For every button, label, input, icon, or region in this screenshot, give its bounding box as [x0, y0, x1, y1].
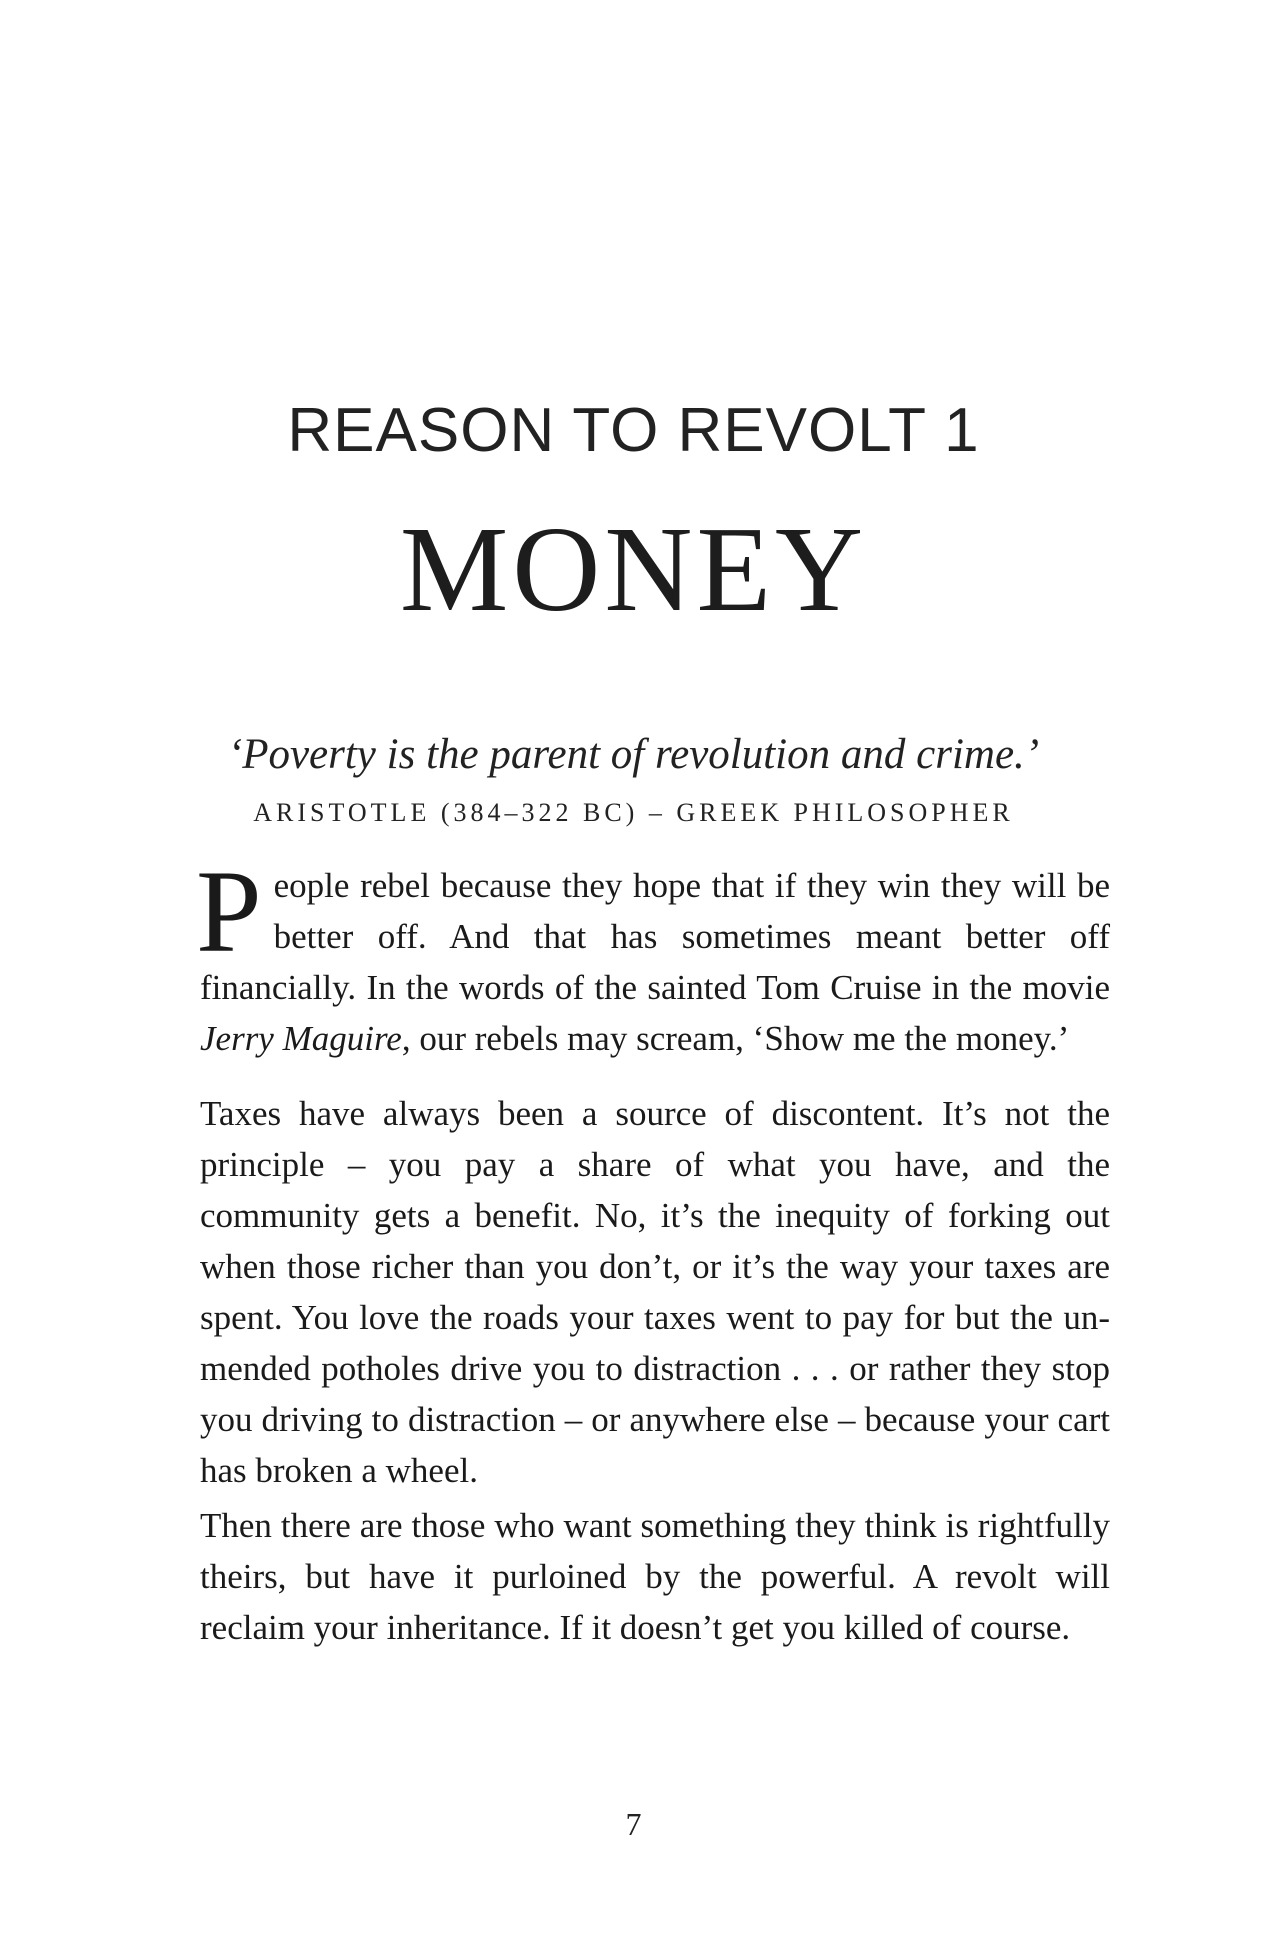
page-number: 7	[625, 1806, 642, 1842]
epigraph-quote: ‘Poverty is the parent of revolution and crime.’	[227, 731, 1040, 778]
epigraph-attribution: ARISTOTLE (384–322 BC) – GREEK PHILOSOPHER	[253, 798, 1014, 827]
chapter-label: REASON TO REVOLT 1	[287, 396, 980, 465]
drop-cap: P	[196, 846, 262, 977]
paragraph-text: , our rebels may scream, ‘Show me the money.’	[401, 1019, 1070, 1058]
body-paragraph-3	[200, 1500, 1110, 1653]
paragraph-text: Then there are those who want something they think is rightfully theirs, but have it purloined by the powerful. A revolt will reclaim your inheritance. If it doesn’t get you killed of course.	[200, 1506, 1110, 1647]
chapter-title: MONEY	[399, 502, 868, 637]
body-paragraph-2	[200, 1088, 1110, 1496]
paragraph-text: Taxes have always been a source of discontent. It’s not the principle – you pay a share of what you have, and the community gets a benefit. No, it’s the inequity of forking out when those richer than you don’t, or it’s the way your taxes are spent. You love the roads your taxes went to pay for but the un-mended potholes drive you to distraction . . . or rather they stop you driving to distraction – or anywhere else – because your cart has broken a wheel.	[200, 1094, 1110, 1490]
movie-title: Jerry Maguire	[200, 1019, 402, 1058]
body-paragraph-1	[196, 846, 1110, 1064]
paragraph-text: eople rebel because they hope that if they win they will be better off. And that has sometimes meant better off financially. In the words of the sainted Tom Cruise in the movie	[200, 866, 1110, 1007]
